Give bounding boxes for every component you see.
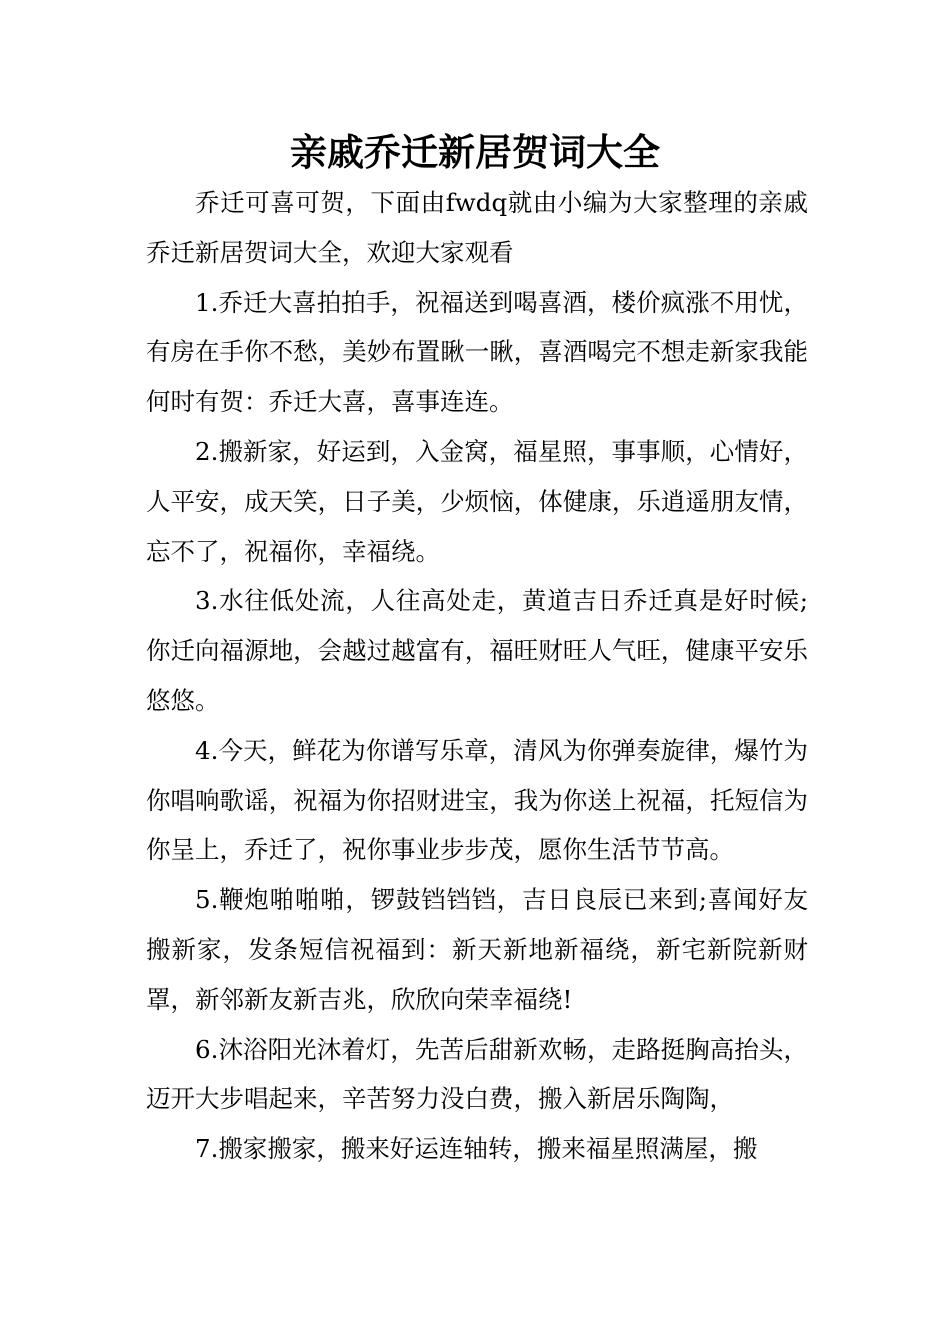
paragraph-4: 4.今天，鲜花为你谱写乐章，清风为你弹奏旋律，爆竹为你唱响歌谣，祝福为你招财进宝，我为你送上祝福，托短信为你呈上，乔迁了，祝你事业步步茂，愿你生活节节高。	[146, 735, 808, 865]
paragraph-1: 1.乔迁大喜拍拍手，祝福送到喝喜酒，楼价疯涨不用忧，有房在手你不愁，美妙布置瞅一瞅，喜酒喝完不想走新家我能何时有贺：乔迁大喜，喜事连连。	[146, 287, 808, 417]
intro-paragraph: 乔迁可喜可贺，下面由fwdq就由小编为大家整理的亲戚乔迁新居贺词大全，欢迎大家观看	[146, 188, 808, 267]
paragraph-3: 3.水往低处流，人往高处走，黄道吉日乔迁真是好时候;你迁向福源地，会越过越富有，福旺财旺人气旺，健康平安乐悠悠。	[146, 586, 808, 715]
paragraph-7: 7.搬家搬家，搬来好运连轴转，搬来福星照满屋，搬	[195, 1134, 758, 1164]
document-title: 亲戚乔迁新居贺词大全	[290, 130, 660, 174]
paragraph-5: 5.鞭炮啪啪啪，锣鼓铛铛铛，吉日良辰已来到;喜闻好友搬新家，发条短信祝福到：新天新地新福绕，新宅新院新财罩，新邻新友新吉兆，欣欣向荣幸福绕!	[146, 885, 808, 1014]
document-body	[146, 178, 808, 1174]
paragraph-6: 6.沐浴阳光沐着灯，先苦后甜新欢畅，走路挺胸高抬头，迈开大步唱起来，辛苦努力没白费，搬入新居乐陶陶，	[146, 1034, 808, 1114]
paragraph-2: 2.搬新家，好运到，入金窝，福星照，事事顺，心情好，人平安，成天笑，日子美，少烦恼，体健康，乐逍遥朋友情，忘不了，祝福你，幸福绕。	[146, 436, 808, 566]
